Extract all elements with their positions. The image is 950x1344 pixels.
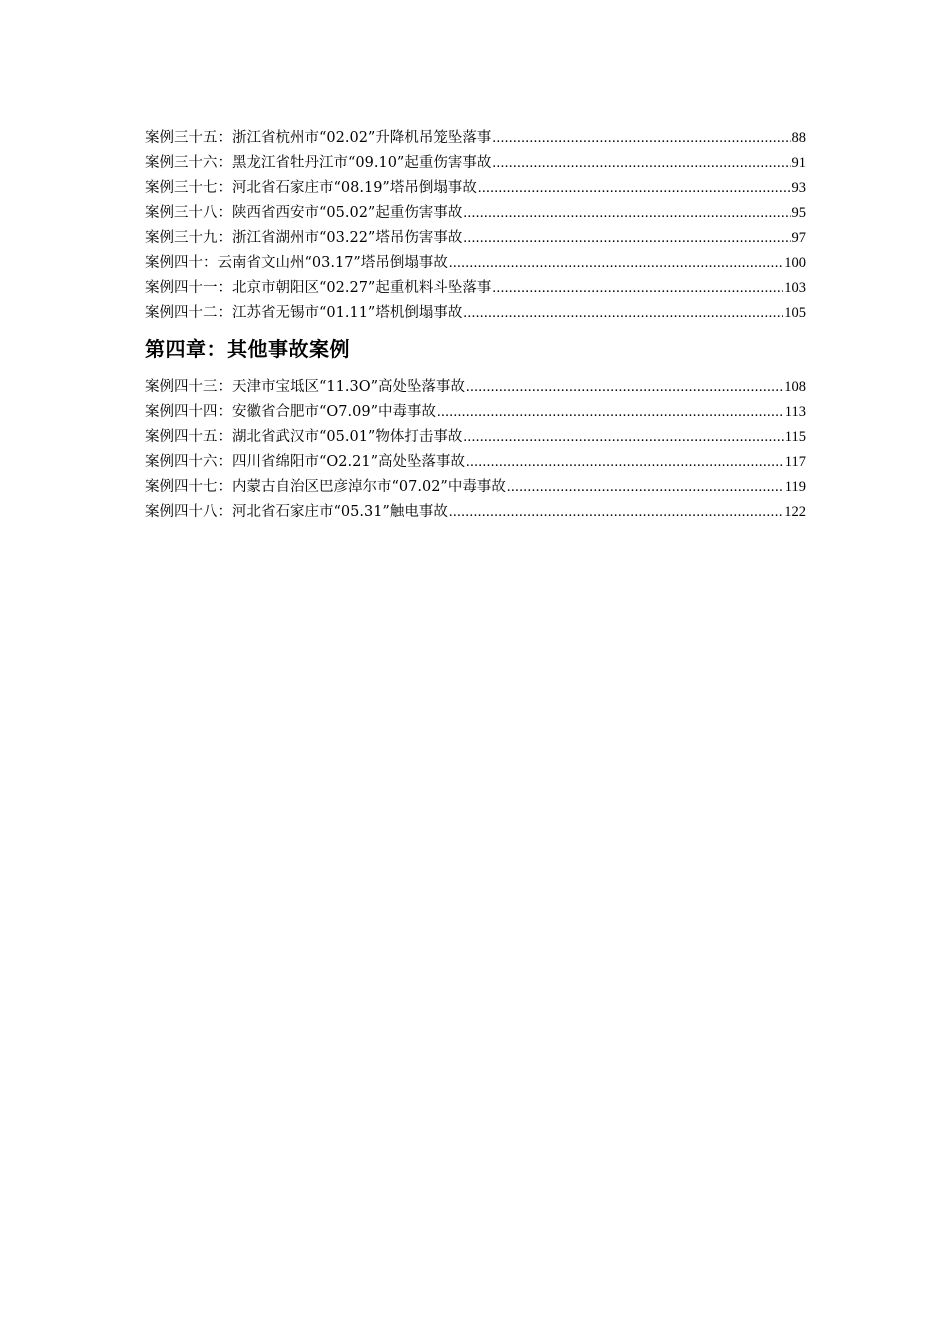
toc-entry[interactable] [145, 201, 806, 226]
toc-entry[interactable] [145, 226, 806, 251]
toc-entry[interactable] [145, 276, 806, 301]
toc-entry[interactable] [145, 400, 806, 425]
toc-entry[interactable] [145, 500, 806, 525]
toc-list-chapter-4 [145, 375, 806, 525]
toc-entry-page: 103 [784, 280, 806, 296]
toc-entry-title: 案例三十五：浙江省杭州市“02.02”升降机吊笼坠落事 [145, 130, 492, 146]
toc-entry-title: 案例四十三：天津市宝坻区“11.3O”高处坠落事故 [145, 379, 465, 395]
toc-entry-page: 95 [791, 205, 806, 221]
toc-entry-page: 113 [784, 404, 806, 420]
toc-entry[interactable] [145, 301, 806, 326]
toc-entry-page: 115 [784, 429, 806, 445]
toc-entry-title: 案例四十一：北京市朝阳区“02.27”起重机料斗坠落事 [145, 280, 492, 296]
toc-entry[interactable] [145, 375, 806, 400]
toc-entry-title: 案例三十九：浙江省湖州市“03.22”塔吊伤害事故 [145, 230, 463, 246]
toc-entry[interactable] [145, 176, 806, 201]
toc-entry-title: 案例四十六：四川省绵阳市“O2.21”高处坠落事故 [145, 454, 465, 470]
toc-entry-title: 案例三十八：陕西省西安市“05.02”起重伤害事故 [145, 205, 463, 221]
toc-entry-title: 案例四十四：安徽省合肥市“O7.09”中毒事故 [145, 404, 436, 420]
toc-leader-dots [437, 400, 784, 425]
toc-leader-dots [463, 301, 783, 326]
toc-leader-dots [449, 500, 783, 525]
toc-entry-title: 案例四十：云南省文山州“03.17”塔吊倒塌事故 [145, 255, 448, 271]
toc-entry-title: 案例四十七：内蒙古自治区巴彦淖尔市“07.02”中毒事故 [145, 479, 506, 495]
toc-entry[interactable] [145, 251, 806, 276]
toc-entry[interactable] [145, 425, 806, 450]
toc-entry-title: 案例三十六：黑龙江省牡丹江市“09.10”起重伤害事故 [145, 155, 492, 171]
toc-entry-page: 108 [784, 379, 806, 395]
toc-entry[interactable] [145, 126, 806, 151]
toc-entry-page: 91 [791, 155, 806, 171]
toc-leader-dots [492, 151, 790, 176]
toc-entry-page: 117 [784, 454, 806, 470]
toc-leader-dots [466, 450, 784, 475]
toc-leader-dots [463, 425, 783, 450]
toc-entry-page: 122 [784, 504, 806, 520]
toc-entry[interactable] [145, 151, 806, 176]
toc-leader-dots [507, 475, 784, 500]
toc-entry-page: 93 [791, 180, 806, 196]
toc-entry-title: 案例三十七：河北省石家庄市“08.19”塔吊倒塌事故 [145, 180, 477, 196]
toc-leader-dots [492, 276, 783, 301]
toc-entry-page: 105 [784, 305, 806, 321]
toc-leader-dots [466, 375, 783, 400]
toc-list-chapter-3 [145, 126, 806, 326]
toc-entry-page: 119 [784, 479, 806, 495]
toc-leader-dots [478, 176, 791, 201]
toc-entry-page: 100 [784, 255, 806, 271]
toc-leader-dots [492, 126, 790, 151]
toc-entry-page: 88 [791, 130, 806, 146]
toc-entry[interactable] [145, 475, 806, 500]
toc-leader-dots [463, 201, 790, 226]
toc-entry-title: 案例四十八：河北省石家庄市“05.31”触电事故 [145, 504, 448, 520]
toc-leader-dots [463, 226, 790, 251]
toc-entry-title: 案例四十二：江苏省无锡市“01.11”塔机倒塌事故 [145, 305, 463, 321]
toc-leader-dots [449, 251, 783, 276]
toc-entry-title: 案例四十五：湖北省武汉市“05.01”物体打击事故 [145, 429, 463, 445]
toc-entry[interactable] [145, 450, 806, 475]
toc-entry-page: 97 [791, 230, 806, 246]
chapter-heading[interactable]: 第四章：其他事故案例 [145, 337, 350, 361]
